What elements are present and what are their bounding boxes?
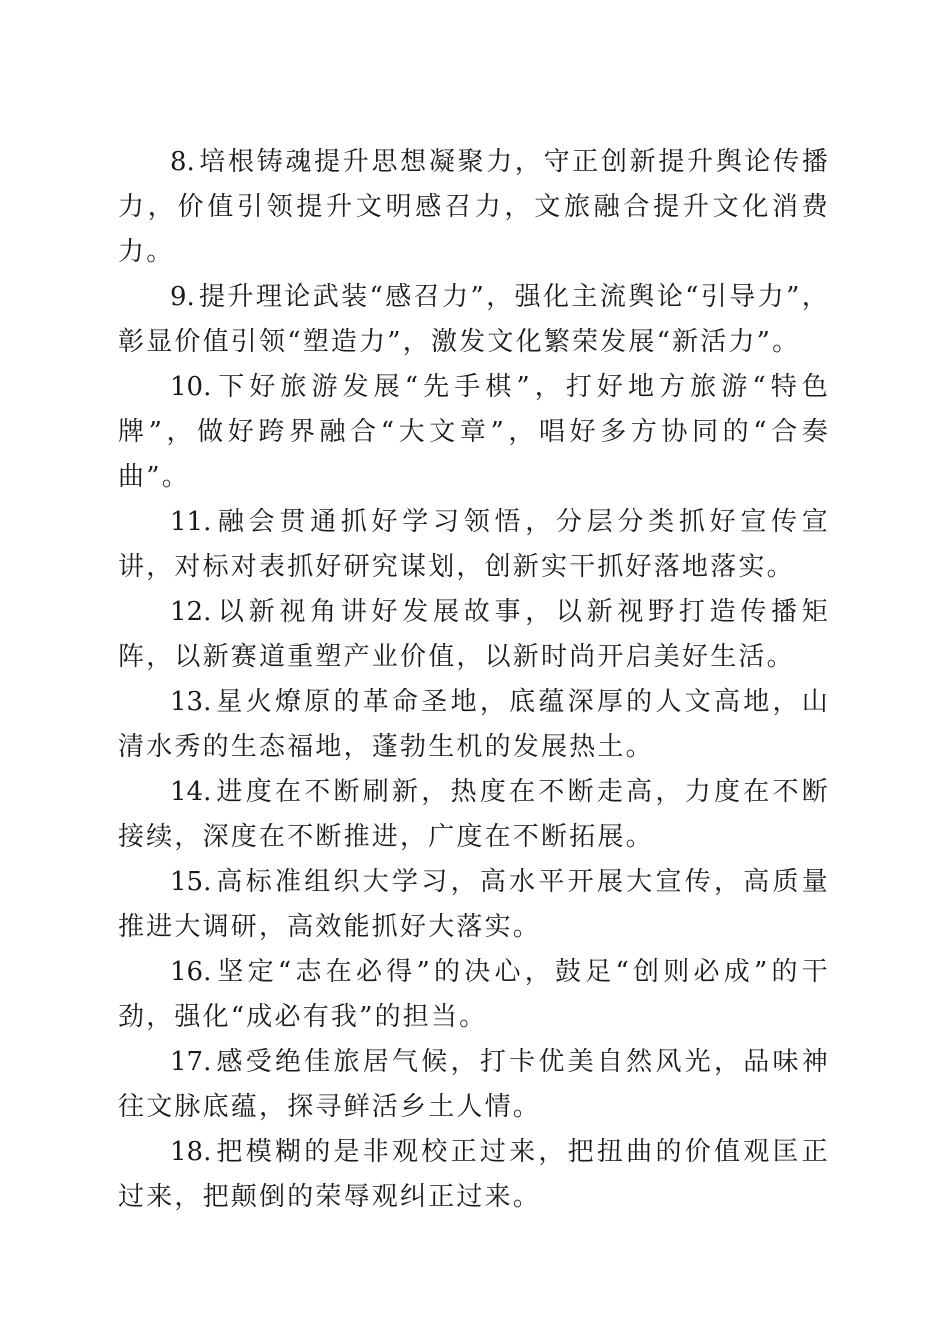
paragraph-text: 把模糊的是非观校正过来，把扭曲的价值观匡正过来，把颠倒的荣辱观纠正过来。: [118, 1137, 830, 1212]
paragraph-number: 15.: [170, 867, 212, 897]
paragraph-16: [118, 950, 830, 1040]
paragraph-8: [118, 140, 830, 275]
paragraph-text: 融会贯通抓好学习领悟，分层分类抓好宣传宣讲，对标对表抓好研究谋划，创新实干抓好落地落实。: [118, 507, 830, 582]
paragraph-17: [118, 1040, 830, 1130]
paragraph-text: 提升理论武装“感召力”，强化主流舆论“引导力”，彰显价值引领“塑造力”，激发文化繁荣发展“新活力”。: [118, 282, 830, 357]
document-page: [118, 140, 830, 1220]
paragraph-text: 感受绝佳旅居气候，打卡优美自然风光，品味神往文脉底蕴，探寻鲜活乡土人情。: [118, 1047, 830, 1122]
paragraph-number: 11.: [170, 507, 212, 537]
paragraph-13: [118, 680, 830, 770]
paragraph-number: 17.: [170, 1047, 212, 1077]
paragraph-text: 培根铸魂提升思想凝聚力，守正创新提升舆论传播力，价值引领提升文明感召力，文旅融合提升文化消费力。: [118, 147, 830, 267]
paragraph-text: 星火燎原的革命圣地，底蕴深厚的人文高地，山清水秀的生态福地，蓬勃生机的发展热土。: [118, 687, 830, 762]
paragraph-text: 下好旅游发展“先手棋”，打好地方旅游“特色牌”，做好跨界融合“大文章”，唱好多方协同的“合奏曲”。: [118, 372, 830, 492]
paragraph-9: [118, 275, 830, 365]
paragraph-number: 16.: [170, 957, 212, 987]
paragraph-text: 以新视角讲好发展故事，以新视野打造传播矩阵，以新赛道重塑产业价值，以新时尚开启美好生活。: [118, 597, 830, 672]
paragraph-18: [118, 1130, 830, 1220]
paragraph-number: 18.: [170, 1137, 212, 1167]
paragraph-text: 坚定“志在必得”的决心，鼓足“创则必成”的干劲，强化“成必有我”的担当。: [118, 957, 830, 1032]
paragraph-text: 高标准组织大学习，高水平开展大宣传，高质量推进大调研，高效能抓好大落实。: [118, 867, 830, 942]
paragraph-text: 进度在不断刷新，热度在不断走高，力度在不断接续，深度在不断推进，广度在不断拓展。: [118, 777, 830, 852]
paragraph-number: 8.: [170, 147, 195, 177]
paragraph-10: [118, 365, 830, 500]
paragraph-12: [118, 590, 830, 680]
paragraph-number: 9.: [170, 282, 195, 312]
paragraph-14: [118, 770, 830, 860]
paragraph-number: 12.: [170, 597, 212, 627]
paragraph-number: 14.: [170, 777, 212, 807]
paragraph-15: [118, 860, 830, 950]
paragraph-number: 10.: [170, 372, 212, 402]
paragraph-11: [118, 500, 830, 590]
paragraph-number: 13.: [170, 687, 212, 717]
